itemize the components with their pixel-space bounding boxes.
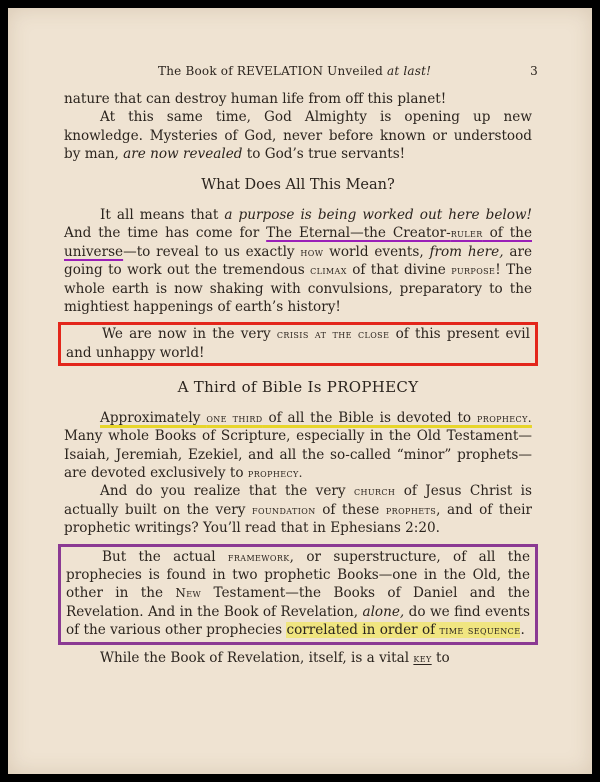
purple-underlined-phrase: The Eternal—the Creator- <box>266 225 451 242</box>
text-run: of that divine <box>346 262 452 279</box>
body-text <box>64 90 532 667</box>
paragraph-6 <box>64 482 532 537</box>
small-caps-run: one third <box>206 410 263 425</box>
book-page <box>8 8 592 774</box>
text-run: We are now in the very <box>102 326 277 343</box>
page-number: 3 <box>530 64 538 78</box>
paragraph-5 <box>64 409 532 483</box>
yellow-underlined-phrase: of all the Bible is devoted to <box>262 409 477 426</box>
text-run: are going to work out the tremendous <box>64 243 532 279</box>
section-heading-1: What Does All This Mean? <box>201 176 395 193</box>
small-caps-run: crisis at the close <box>276 327 390 342</box>
paragraph-1-text: nature that can destroy human life from off this planet! <box>64 91 447 107</box>
small-caps-run: church <box>353 484 396 499</box>
running-head-title: The Book of REVELATION Unveiled <box>158 64 383 78</box>
small-caps-run: prophecy. <box>247 465 303 480</box>
text-run: At this same time, God Almighty is opening up new knowledge. Mysteries of God, never before known or understood by man, <box>64 109 532 163</box>
text-run: But the actual <box>102 548 228 565</box>
text-run: . <box>520 622 525 639</box>
italic-run: a purpose is being worked out here below! <box>224 207 532 224</box>
text-run: Testament—the Books of Daniel and the Revelation. And in the Book of Revelation, <box>66 585 530 620</box>
text-run: ! The whole earth is now shaking with convulsions, preparatory to the mightiest happenings of earth’s history! <box>64 262 532 316</box>
small-caps-run: framework <box>227 549 290 564</box>
running-head <box>158 64 538 78</box>
small-caps-run: prophets <box>385 502 437 517</box>
text-run: —to reveal to us exactly <box>123 243 301 260</box>
text-run: of these <box>315 501 386 518</box>
italic-run: are now revealed <box>123 146 243 163</box>
italic-run: alone, <box>362 603 405 620</box>
paragraph-8 <box>64 649 532 667</box>
text-run: world events, <box>323 243 430 260</box>
small-caps-run: prophecy. <box>476 410 532 425</box>
small-caps-run: purpose <box>451 263 496 278</box>
red-highlight-box <box>58 322 538 366</box>
yellow-highlighted-phrase: correlated in order of <box>286 622 440 639</box>
small-caps-run: ruler <box>450 226 483 241</box>
small-caps-run: how <box>300 244 324 259</box>
text-run: And the time has come for <box>64 225 267 242</box>
underlined-small-caps-run: key <box>413 650 432 665</box>
text-run: of this present evil and unhappy world! <box>66 326 530 361</box>
section-heading-2: A Third of Bible Is PROPHECY <box>177 378 419 397</box>
small-caps-run: climax <box>310 263 347 278</box>
purple-underlined-phrase: of the universe <box>64 225 532 260</box>
paragraph-7 <box>66 548 530 640</box>
text-run: Many whole Books of Scripture, especially in the Old Testament—Isaiah, Jeremiah, Ezekiel, and all the so-called “minor” prophets—are devoted exclusively to <box>64 428 532 481</box>
text-run: , or superstructure, of all the prophecies is found in two prophetic Books—one in the Old, the other in the <box>66 548 531 602</box>
text-run: And do you realize that the very <box>100 483 354 500</box>
text-run: to <box>431 649 450 666</box>
text-run: of Jesus Christ is actually built on the very <box>64 483 533 518</box>
italic-run: from here, <box>429 243 504 260</box>
paragraph-3 <box>64 206 532 316</box>
text-run: to God’s true servants! <box>242 146 406 163</box>
purple-highlight-box <box>58 544 538 645</box>
text-run: , and of their prophetic writings? You’ll read that in Ephesians 2:20. <box>64 501 532 537</box>
paragraph-1 <box>64 90 532 108</box>
running-head-title-italic: at last! <box>386 64 432 78</box>
paragraph-2 <box>64 108 532 163</box>
text-run: do we find events of the various other prophecies <box>66 603 530 639</box>
small-caps-run: time sequence <box>439 623 521 638</box>
yellow-underlined-phrase: Approximately <box>100 409 207 426</box>
text-run: While the Book of Revelation, itself, is a vital <box>100 649 414 666</box>
paragraph-4 <box>66 325 530 362</box>
small-caps-run: New <box>175 586 202 601</box>
small-caps-run: foundation <box>252 502 316 517</box>
text-run: It all means that <box>100 207 225 224</box>
